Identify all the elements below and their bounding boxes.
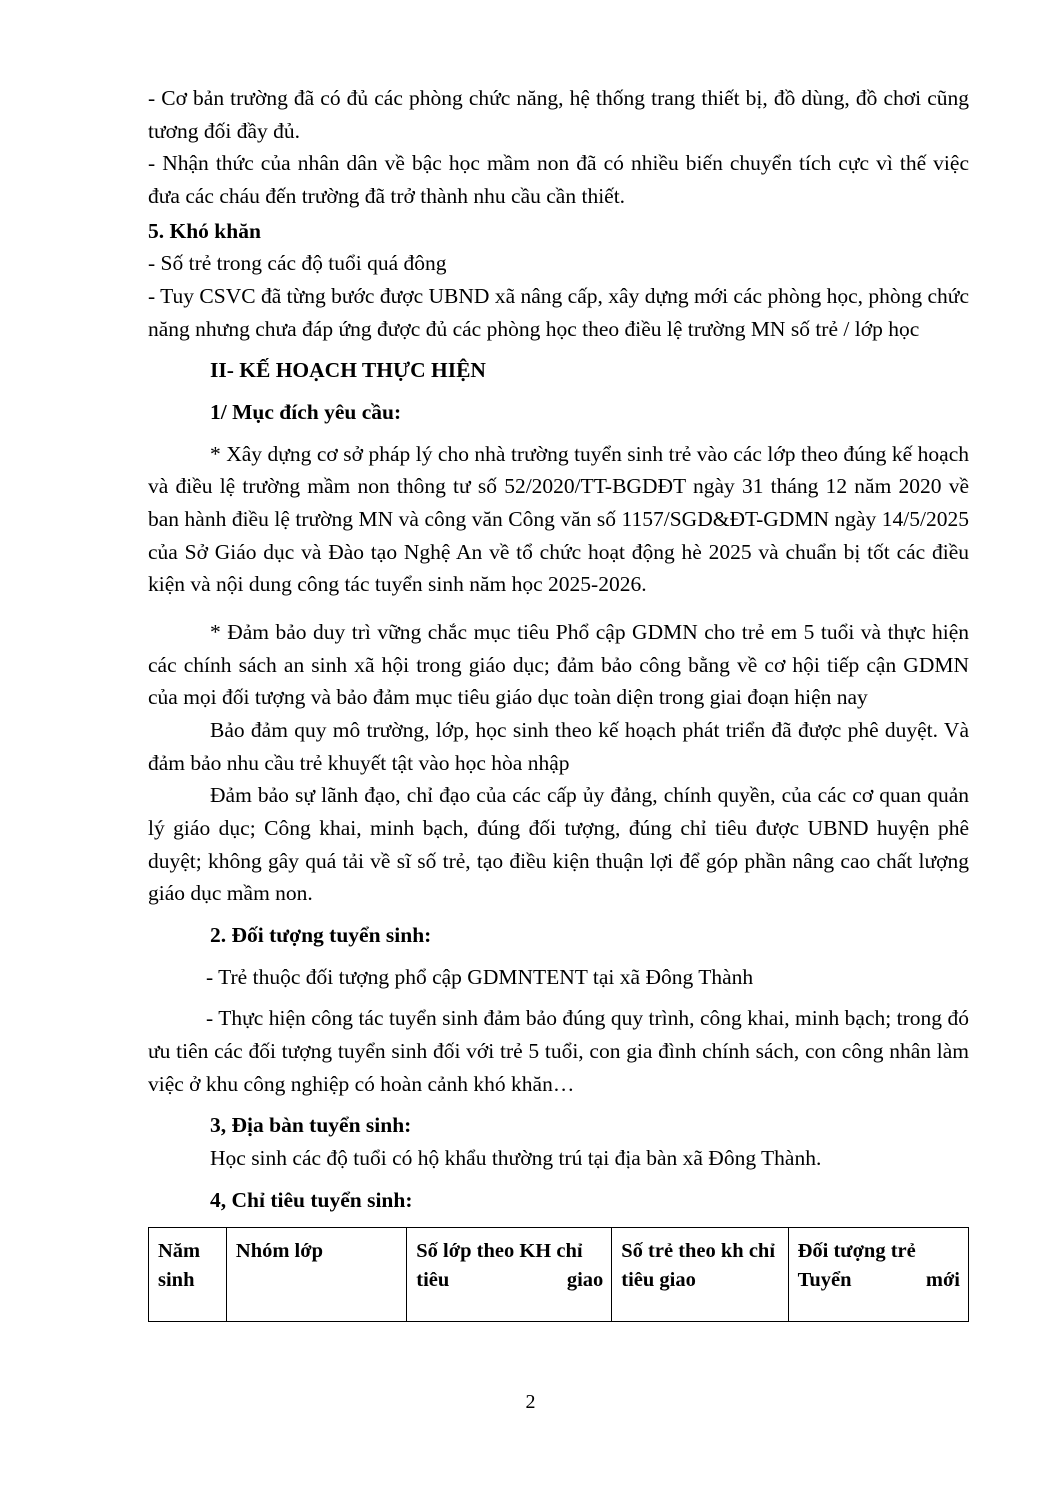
paragraph-co-ban: - Cơ bản trường đã có đủ các phòng chức năng, hệ thống trang thiết bị, đồ dùng, đồ chơi cũng tương đối đầy đủ. xyxy=(148,86,969,143)
paragraph-hoc-sinh-ho-khau: Học sinh các độ tuổi có hộ khẩu thường trú tại địa bàn xã Đông Thành. xyxy=(210,1146,822,1171)
table-header-so-lop: Số lớp theo KH chỉ tiêu giao xyxy=(407,1227,612,1321)
paragraph-so-tre: - Số trẻ trong các độ tuổi quá đông xyxy=(148,251,447,276)
paragraph-nhan-thuc: - Nhận thức của nhân dân về bậc học mầm non đã có nhiều biến chuyển tích cực vì thế việc đưa các cháu đến trường đã trở thành nhu cầu cần thiết. xyxy=(148,151,969,209)
paragraph-thuc-hien-cong-tac: - Thực hiện công tác tuyển sinh đảm bảo đúng quy trình, công khai, minh bạch; trong đó ưu tiên các đối tượng tuyển sinh đối với trẻ 5 tuổi, con gia đình chính sách, con công nhân làm việc ở khu công nghiệp có hoàn cảnh khó khăn… xyxy=(148,1006,969,1096)
paragraph-dam-bao-duy-tri: * Đảm bảo duy trì vững chắc mục tiêu Phổ cập GDMN cho trẻ em 5 tuổi và thực hiện các chính sách an sinh xã hội trong giáo dục; đảm bảo công bằng về cơ hội tiếp cận GDMN của mọi đối tượng và bảo đảm mục tiêu giáo dục toàn diện trong giai đoạn hiện nay xyxy=(148,620,969,710)
heading-doi-tuong-tuyen-sinh: 2. Đối tượng tuyển sinh: xyxy=(210,923,432,948)
heading-ke-hoach-thuc-hien: II- KẾ HOẠCH THỰC HIỆN xyxy=(210,358,486,383)
table-header-so-tre: Số trẻ theo kh chỉ tiêu giao xyxy=(612,1227,788,1321)
document-body xyxy=(148,82,969,1322)
paragraph-tre-thuoc-doi-tuong: - Trẻ thuộc đối tượng phổ cập GDMNTENT tại xã Đông Thành xyxy=(206,964,754,989)
page-number: 2 xyxy=(525,1391,536,1413)
paragraph-xay-dung-co-so: * Xây dựng cơ sở pháp lý cho nhà trường tuyển sinh trẻ vào các lớp theo đúng kế hoạch và điều lệ trường mầm non thông tư số 52/2020/TT-BGDĐT ngày 31 tháng 12 năm 2020 về ban hành điều lệ trường MN và công văn Công văn số 1157/SGD&ĐT-GDMN ngày 14/5/2025 của Sở Giáo dục và Đào tạo Nghệ An về tổ chức hoạt động hè 2025 và chuẩn bị tốt các điều kiện và nội dung công tác tuyển sinh năm học 2025-2026. xyxy=(148,441,969,597)
paragraph-csvc: - Tuy CSVC đã từng bước được UBND xã nâng cấp, xây dựng mới các phòng học, phòng chức năng nhưng chưa đáp ứng được đủ các phòng học theo điều lệ trường MN số trẻ / lớp học xyxy=(148,284,969,341)
paragraph-dam-bao-su-lanh-dao: Đảm bảo sự lãnh đạo, chỉ đạo của các cấp ủy đảng, chính quyền, của các cơ quan quản lý giáo dục; Công khai, minh bạch, đúng đối tượng, đúng chỉ tiêu được UBND huyện phê duyệt; không gây quá tải về sĩ số trẻ, tạo điều kiện thuận lợi để góp phần nâng cao chất lượng giáo dục mầm non. xyxy=(148,783,969,906)
table-header-nhom-lop: Nhóm lớp xyxy=(226,1227,406,1321)
paragraph-bao-dam-quy-mo: Bảo đảm quy mô trường, lớp, học sinh theo kế hoạch phát triển đã được phê duyệt. Và đảm bảo nhu cầu trẻ khuyết tật vào học hòa nhập xyxy=(148,718,969,775)
heading-chi-tieu-tuyen-sinh: 4, Chỉ tiêu tuyển sinh: xyxy=(210,1187,413,1212)
quota-table xyxy=(148,1227,969,1322)
table-header-doi-tuong-tre: Đối tượng trẻ Tuyển mới xyxy=(788,1227,968,1321)
heading-kho-khan: 5. Khó khăn xyxy=(148,218,261,243)
heading-dia-ban-tuyen-sinh: 3, Địa bàn tuyển sinh: xyxy=(210,1113,412,1138)
table-header-nam-sinh: Năm sinh xyxy=(149,1227,227,1321)
heading-muc-dich-yeu-cau: 1/ Mục đích yêu cầu: xyxy=(210,400,402,425)
table-header-row xyxy=(149,1227,969,1321)
